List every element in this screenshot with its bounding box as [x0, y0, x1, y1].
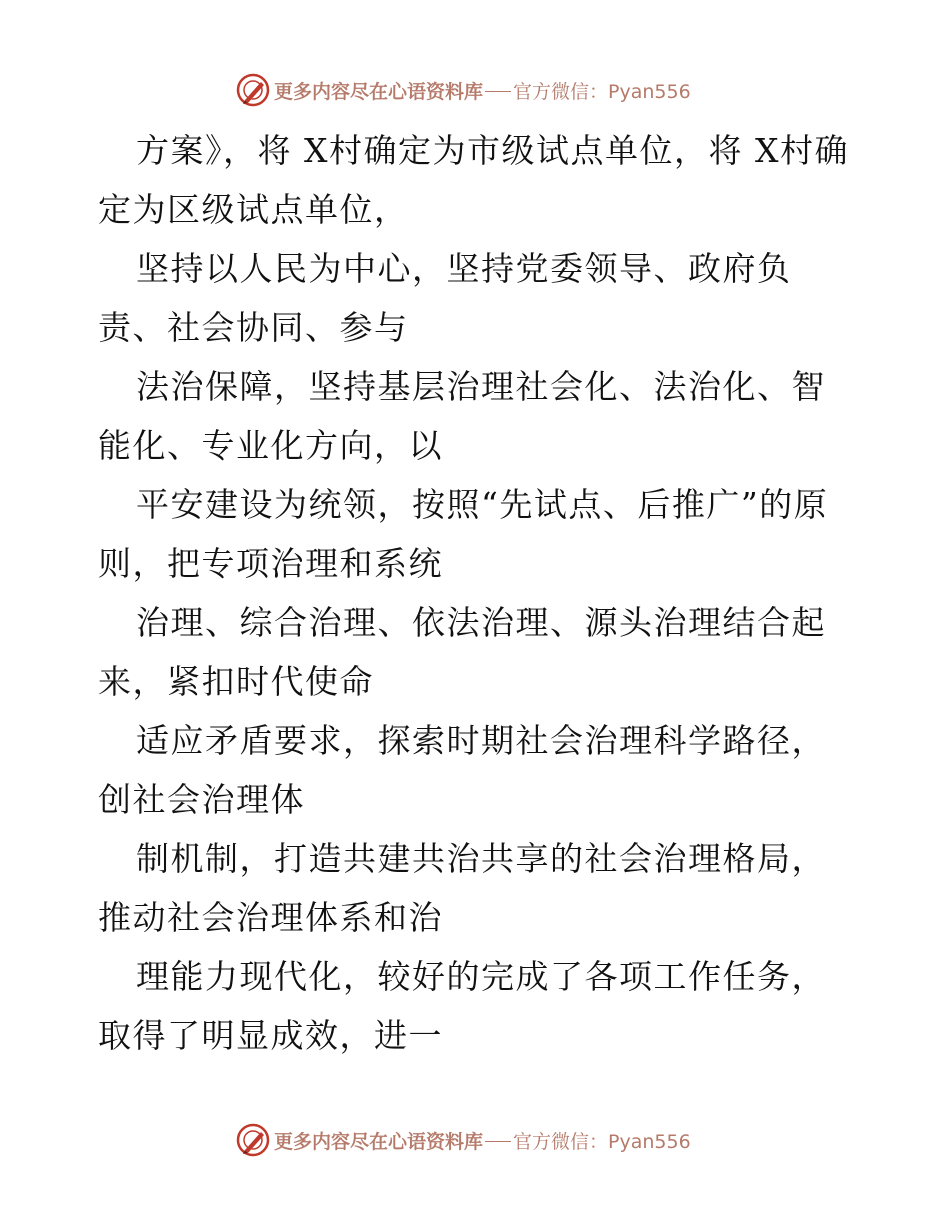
pen-logo-icon: [236, 1123, 270, 1157]
header-watermark: [236, 72, 691, 108]
watermark-dash: [485, 1141, 511, 1142]
paragraph-4: 平安建设为统领，按照“先试点、后推广”的原则，把专项治理和系统: [98, 485, 829, 583]
footer-watermark: [236, 1122, 691, 1158]
document-body: [98, 121, 858, 1065]
watermark-contact-text: 官方微信：Pyan556: [513, 80, 691, 103]
paragraph-1: 方案》，将 X村确定为市级试点单位，将 X村确定为区级试点单位，: [98, 131, 849, 229]
watermark-contact-text: 官方微信：Pyan556: [513, 1130, 691, 1153]
paragraph-5: 治理、综合治理、依法治理、源头治理结合起来，紧扣时代使命: [98, 603, 826, 701]
paragraph-6: 适应矛盾要求，探索时期社会治理科学路径，创社会治理体: [98, 721, 826, 819]
paragraph-3: 法治保障，坚持基层治理社会化、法治化、智能化、专业化方向，以: [98, 367, 826, 465]
paragraph-8: 理能力现代化，较好的完成了各项工作任务，取得了明显成效，进一: [98, 957, 826, 1055]
paragraph-7: 制机制，打造共建共治共享的社会治理格局，推动社会治理体系和治: [98, 839, 826, 937]
watermark-dash: [485, 91, 511, 92]
watermark-site-text: 更多内容尽在心语资料库: [274, 1130, 484, 1153]
watermark-site-text: 更多内容尽在心语资料库: [274, 80, 484, 103]
paragraph-2: 坚持以人民为中心，坚持党委领导、政府负责、社会协同、参与: [98, 249, 792, 347]
pen-logo-icon: [236, 73, 270, 107]
